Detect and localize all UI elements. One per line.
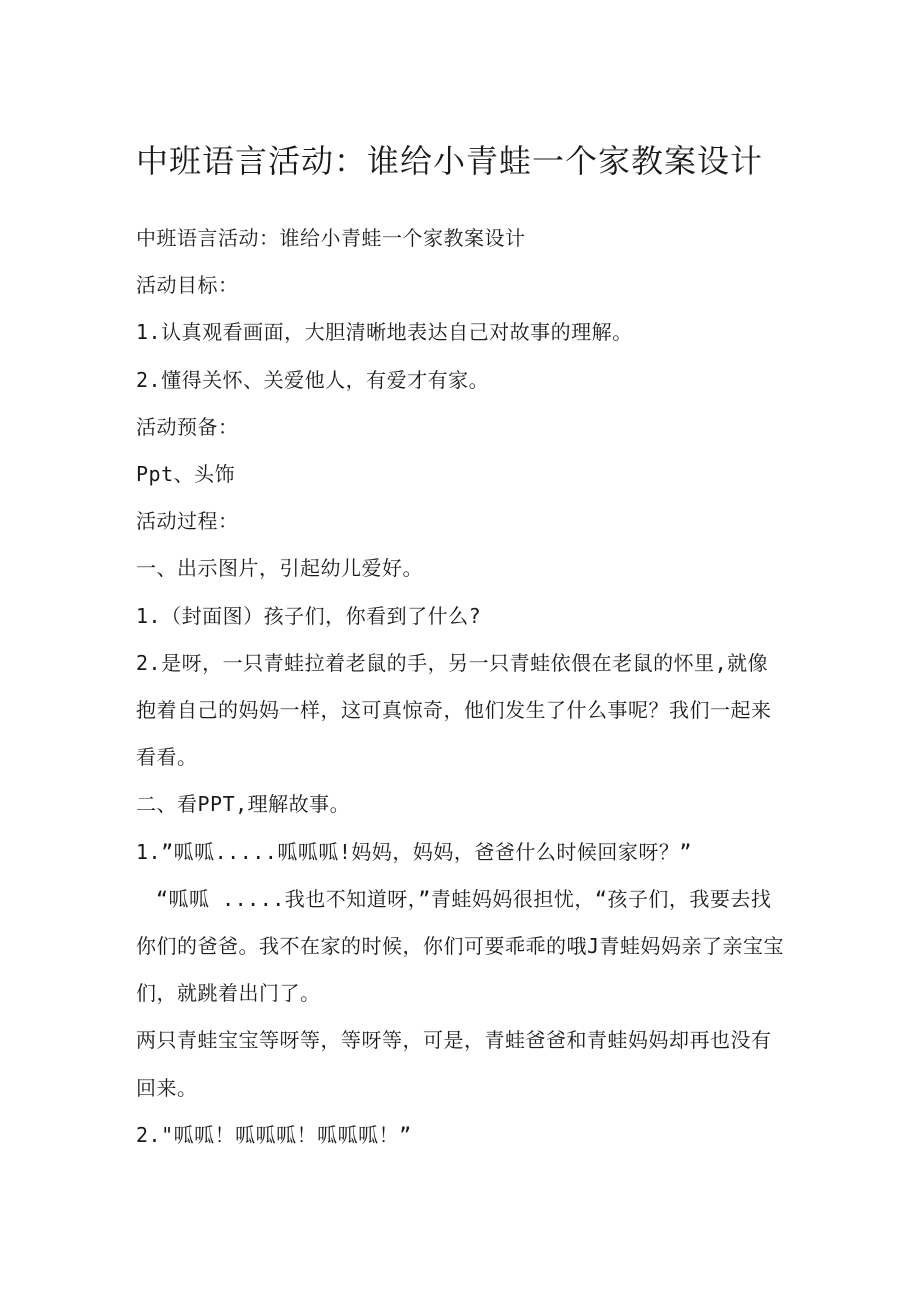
paragraph-process-heading: 活动过程： — [136, 509, 239, 534]
paragraph-story-waiting: 两只青蛙宝宝等呀等，等呀等，可是，青蛙爸爸和青蛙妈妈却再也没有回来。 — [136, 1028, 772, 1100]
paragraph-section-2: 二、看PPT,理解故事。 — [136, 792, 351, 817]
paragraph-step-2-1: 1.”呱呱.....呱呱呱!妈妈，妈妈，爸爸什么时候回家呀？” — [136, 839, 692, 864]
paragraph-prep-heading: 活动预备： — [136, 414, 239, 439]
paragraph-goal-1: 1.认真观看画面，大胆清晰地表达自己对故事的理解。 — [136, 320, 633, 345]
paragraph-goals-heading: 活动目标： — [136, 273, 239, 298]
paragraph-step-1-1: 1.（封面图）孩子们，你看到了什么? — [136, 603, 482, 628]
paragraph-step-2-2: 2."呱呱！呱呱呱！呱呱呱！” — [136, 1122, 412, 1147]
paragraph-goal-2: 2.懂得关怀、关爱他人，有爱才有家。 — [136, 367, 490, 392]
paragraph-prep-items: Ppt、头饰 — [136, 462, 236, 487]
paragraph-subtitle: 中班语言活动：谁给小青蛙一个家教案设计 — [136, 226, 526, 250]
paragraph-section-1: 一、出示图片，引起幼儿爱好。 — [136, 556, 423, 581]
paragraph-step-1-2: 2.是呀，一只青蛙拉着老鼠的手，另一只青蛙依偎在老鼠的怀里,就像抱着自己的妈妈一样，这可真惊奇，他们发生了什么事呢？我们一起来看看。 — [136, 650, 772, 770]
document-title: 中班语言活动：谁给小青蛙一个家教案设计 — [136, 142, 764, 180]
document-body — [136, 215, 788, 1159]
paragraph-story-dialogue: “呱呱 .....我也不知道呀，”青蛙妈妈很担忧，“孩子们，我要去找你们的爸爸。我不在家的时候，你们可要乖乖的哦J青蛙妈妈亲了亲宝宝们，就跳着出门了。 — [136, 886, 785, 1006]
